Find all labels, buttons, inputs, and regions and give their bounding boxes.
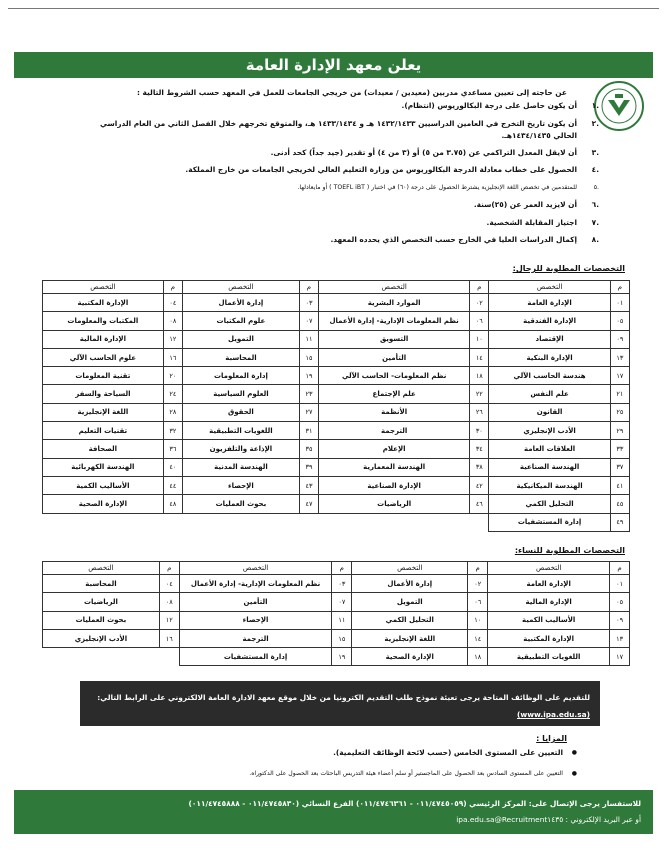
- row-number-cell: ٠٩: [610, 330, 629, 348]
- row-number-cell: ١٥: [332, 629, 352, 647]
- specialty-cell: التحليل الكمي: [489, 495, 610, 513]
- specialty-cell: الرياضيات: [319, 495, 470, 513]
- specialty-cell: الإدارة المالية: [488, 593, 610, 611]
- column-header: م: [163, 281, 182, 294]
- specialty-cell: الصحافة: [43, 440, 164, 458]
- specialty-cell: الهندسة المدنية: [183, 458, 300, 476]
- condition-text: للمتقدمين في تخصص اللغة الإنجليزية يشترط الحصول على درجة (٦٠) في اختبار ( TOEFL iBT ) أو مايعادلها.: [297, 183, 577, 191]
- specialty-cell: علم النفس: [489, 385, 610, 403]
- row-number-cell: ٢٧: [299, 403, 318, 421]
- specialty-cell: الإدارة المالية: [43, 330, 164, 348]
- specialty-cell: [319, 513, 470, 531]
- specialty-cell: الهندسة الميكانيكية: [489, 476, 610, 494]
- column-header: م: [159, 562, 179, 575]
- specialty-cell: تقنيات التعليم: [43, 422, 164, 440]
- column-header: م: [470, 281, 489, 294]
- specialty-cell: المحاسبة: [183, 348, 300, 366]
- specialty-cell: الرياضيات: [43, 593, 160, 611]
- column-header: التخصص: [489, 281, 610, 294]
- advantages-title: المزايا :: [536, 734, 567, 743]
- women-specialties-table: [42, 561, 630, 666]
- row-number-cell: ١٣: [610, 629, 630, 647]
- condition-number: .٧: [591, 217, 599, 227]
- specialty-cell: الإدارة الصحية: [352, 648, 468, 666]
- specialty-cell: نظم المعلومات الإدارية- إدارة الأعمال: [319, 312, 470, 330]
- row-number-cell: ٣٠: [470, 422, 489, 440]
- table-row: [43, 575, 630, 593]
- condition-text: أن يكون حاصل على درجة البكالوريوس (انتظام).: [401, 101, 577, 110]
- condition-number: .٥: [593, 183, 599, 191]
- row-number-cell: ١١: [332, 611, 352, 629]
- row-number-cell: ١٦: [159, 629, 179, 647]
- specialty-cell: إدارة الأعمال: [183, 294, 300, 312]
- specialty-cell: القانون: [489, 403, 610, 421]
- condition-number: .٣: [591, 147, 599, 157]
- specialty-cell: التأمين: [319, 348, 470, 366]
- top-rule: [8, 8, 659, 9]
- men-section-title: التخصصات المطلوبة للرجال:: [512, 264, 625, 273]
- condition-number: .٦: [591, 200, 599, 209]
- specialty-cell: بحوث العمليات: [43, 611, 160, 629]
- specialty-cell: هندسة الحاسب الآلي: [489, 367, 610, 385]
- specialty-cell: الإدارة الصناعية: [319, 476, 470, 494]
- table-row: [43, 348, 630, 366]
- specialty-cell: الموارد البشرية: [319, 294, 470, 312]
- specialty-cell: إدارة المستشفيات: [179, 648, 332, 666]
- table-header-row: [43, 562, 630, 575]
- specialty-cell: بحوث العمليات: [183, 495, 300, 513]
- specialty-cell: التمويل: [352, 593, 468, 611]
- specialty-cell: العلوم السياسية: [183, 385, 300, 403]
- row-number-cell: ٣٤: [470, 440, 489, 458]
- specialty-cell: الهندسة الصناعية: [489, 458, 610, 476]
- row-number-cell: ٠٧: [299, 312, 318, 330]
- specialty-cell: الإدارة المكتبية: [43, 294, 164, 312]
- row-number-cell: ٢٨: [163, 403, 182, 421]
- row-number-cell: ٠٨: [163, 312, 182, 330]
- column-header: م: [299, 281, 318, 294]
- condition-item: [79, 217, 599, 229]
- row-number-cell: ١١: [299, 330, 318, 348]
- condition-text: اجتياز المقابلة الشخصية.: [486, 217, 577, 227]
- row-number-cell: ٤٩: [610, 513, 629, 531]
- specialty-cell: السياحة والسفر: [43, 385, 164, 403]
- row-number-cell: ١٨: [468, 648, 488, 666]
- column-header: التخصص: [179, 562, 332, 575]
- row-number-cell: ٤٤: [163, 476, 182, 494]
- specialty-cell: التمويل: [183, 330, 300, 348]
- row-number-cell: ١٠: [470, 330, 489, 348]
- apply-link[interactable]: (www.ipa.edu.sa): [517, 710, 590, 719]
- specialty-cell: [43, 648, 160, 666]
- women-section-title: التخصصات المطلوبة للنساء:: [514, 546, 625, 555]
- row-number-cell: ٣٨: [470, 458, 489, 476]
- row-number-cell: [299, 513, 318, 531]
- table-row: [43, 458, 630, 476]
- specialty-cell: الأساليب الكمية: [43, 476, 164, 494]
- table-row: [43, 385, 630, 403]
- condition-item: [79, 234, 599, 246]
- specialty-cell: اللغة الإنجليزية: [43, 403, 164, 421]
- apply-text: للتقديم على الوظائف المتاحة يرجى تعبئة نموذج طلب التقديم الكترونيا من خلال موقع معهد الادارة العامة الالكتروني على الرابط التالي:: [97, 693, 590, 702]
- specialty-cell: الحقوق: [183, 403, 300, 421]
- row-number-cell: ١٤: [470, 348, 489, 366]
- condition-item: [79, 164, 599, 176]
- intro-text: عن حاجته إلى تعيين مساعدي مدربين (معيدين / معيدات) من خريجي الجامعات للعمل في المعهد حسب الشروط التالية :: [137, 88, 567, 97]
- row-number-cell: [470, 513, 489, 531]
- contact-phones: للاستفسار يرجى الإتصال على: المركز الرئيسي (٠١١/٤٧٤٥٠٥٩ - ٠١١/٤٧٤٦٣٦١) الفرع النسائي (٠١١/٤٧٤٥٨٣٠ - ٠١١/٤٧٤٥٨٨٨): [188, 799, 641, 808]
- men-specialties-table: [42, 280, 630, 532]
- table-row: [43, 629, 630, 647]
- row-number-cell: ٣٧: [610, 458, 629, 476]
- specialty-cell: إدارة المعلومات: [183, 367, 300, 385]
- row-number-cell: ٠٥: [610, 312, 629, 330]
- condition-number: .٨: [591, 235, 599, 244]
- specialty-cell: علم الإجتماع: [319, 385, 470, 403]
- specialty-cell: الإدارة المكتبية: [488, 629, 610, 647]
- table-row: [43, 495, 630, 513]
- row-number-cell: ٣٢: [163, 422, 182, 440]
- row-number-cell: ١٢: [159, 611, 179, 629]
- specialty-cell: نظم المعلومات- الحاسب الآلي: [319, 367, 470, 385]
- row-number-cell: ٠٣: [332, 575, 352, 593]
- row-number-cell: ٠٦: [470, 312, 489, 330]
- column-header: التخصص: [43, 281, 164, 294]
- condition-number: .٢: [591, 118, 599, 128]
- row-number-cell: ٠٢: [468, 575, 488, 593]
- table-row: [43, 330, 630, 348]
- row-number-cell: ١٨: [470, 367, 489, 385]
- row-number-cell: ٠٨: [159, 593, 179, 611]
- condition-item: [79, 118, 599, 142]
- column-header: التخصص: [488, 562, 610, 575]
- row-number-cell: ١٣: [610, 348, 629, 366]
- row-number-cell: ٠٢: [470, 294, 489, 312]
- row-number-cell: [163, 513, 182, 531]
- institute-logo-icon: [593, 80, 645, 132]
- specialty-cell: الهندسة المعمارية: [319, 458, 470, 476]
- column-header: م: [332, 562, 352, 575]
- row-number-cell: ٢٠: [163, 367, 182, 385]
- specialty-cell: الإحصاء: [179, 611, 332, 629]
- row-number-cell: ٠١: [610, 294, 629, 312]
- specialty-cell: [183, 513, 300, 531]
- row-number-cell: ٠٤: [159, 575, 179, 593]
- column-header: التخصص: [319, 281, 470, 294]
- specialty-cell: المكتبات والمعلومات: [43, 312, 164, 330]
- row-number-cell: ٠٩: [610, 611, 630, 629]
- table-row: [43, 440, 630, 458]
- row-number-cell: ٤٠: [163, 458, 182, 476]
- table-row: [43, 312, 630, 330]
- specialty-cell: التأمين: [179, 593, 332, 611]
- specialty-cell: الأساليب الكمية: [488, 611, 610, 629]
- specialty-cell: الإدارة العامة: [488, 575, 610, 593]
- table-row: [43, 476, 630, 494]
- specialty-cell: الإدارة العامة: [489, 294, 610, 312]
- table-row: [43, 403, 630, 421]
- row-number-cell: ٢٢: [470, 385, 489, 403]
- table-row: [43, 513, 630, 531]
- table-header-row: [43, 281, 630, 294]
- row-number-cell: ٠٣: [299, 294, 318, 312]
- specialty-cell: إدارة المستشفيات: [489, 513, 610, 531]
- row-number-cell: ٢٩: [610, 422, 629, 440]
- column-header: م: [610, 562, 630, 575]
- row-number-cell: ٠٤: [163, 294, 182, 312]
- specialty-cell: علوم الحاسب الآلي: [43, 348, 164, 366]
- specialty-cell: الأدب الإنجليزي: [43, 629, 160, 647]
- column-header: م: [468, 562, 488, 575]
- row-number-cell: ١٩: [332, 648, 352, 666]
- specialty-cell: الأدب الإنجليزي: [489, 422, 610, 440]
- condition-text: إكمال الدراسات العليا في الخارج حسب التخصص الذي يحدده المعهد.: [330, 235, 577, 244]
- condition-item: [79, 100, 599, 112]
- advantage-item: ● التعيين على المستوى السادس بعد الحصول على الماجستير أو سلم أعضاء هيئة التدريس الباحثات بعد الحصول على الدكتوراه.: [57, 768, 577, 780]
- contact-email: أو عبر البريد الإلكتروني : Recruitment١٤٣٥@ipa.edu.sa: [456, 815, 641, 824]
- row-number-cell: ٤٥: [610, 495, 629, 513]
- advantages-list: [57, 747, 577, 789]
- row-number-cell: ٠٦: [468, 593, 488, 611]
- row-number-cell: ٢٤: [163, 385, 182, 403]
- row-number-cell: ٢٦: [470, 403, 489, 421]
- specialty-cell: الإدارة الصحية: [43, 495, 164, 513]
- row-number-cell: ٠١: [610, 575, 630, 593]
- column-header: م: [610, 281, 629, 294]
- specialty-cell: العلاقات العامة: [489, 440, 610, 458]
- row-number-cell: ١٥: [299, 348, 318, 366]
- table-row: [43, 294, 630, 312]
- row-number-cell: ٣٣: [610, 440, 629, 458]
- condition-item: [79, 199, 599, 211]
- specialty-cell: الإقتصاد: [489, 330, 610, 348]
- specialty-cell: تقنية المعلومات: [43, 367, 164, 385]
- condition-item: [79, 182, 599, 194]
- specialty-cell: الهندسة الكهربائية: [43, 458, 164, 476]
- column-header: التخصص: [352, 562, 468, 575]
- specialty-cell: الإحصاء: [183, 476, 300, 494]
- condition-text: أن لايزيد العمر عن (٢٥)سنة.: [473, 200, 577, 209]
- row-number-cell: [159, 648, 179, 666]
- row-number-cell: ٠٥: [610, 593, 630, 611]
- condition-text: أن يكون تاريخ التخرج في العامين الدراسيين ١٤٣٢/١٤٣٣ هـ و ١٤٣٣/١٤٣٤ هـ، والمتوقع تخرجهم خلال الفصل الثاني من العام الدراسي الحالي ١٤٣٤/١٤٣٥هـ.: [100, 118, 577, 140]
- row-number-cell: ٣٩: [299, 458, 318, 476]
- row-number-cell: ١٠: [468, 611, 488, 629]
- specialty-cell: المحاسبة: [43, 575, 160, 593]
- row-number-cell: ١٧: [610, 648, 630, 666]
- row-number-cell: ٤٦: [470, 495, 489, 513]
- specialty-cell: الإدارة البنكية: [489, 348, 610, 366]
- row-number-cell: ٢١: [610, 385, 629, 403]
- specialty-cell: [43, 513, 164, 531]
- contact-footer: [14, 790, 653, 834]
- page-title: يعلن معهد الإدارة العامة: [14, 52, 653, 78]
- row-number-cell: ٤١: [610, 476, 629, 494]
- specialty-cell: علوم المكتبات: [183, 312, 300, 330]
- row-number-cell: ٤٨: [163, 495, 182, 513]
- row-number-cell: ١٩: [299, 367, 318, 385]
- specialty-cell: الإدارة الفندقية: [489, 312, 610, 330]
- specialty-cell: اللغويات التطبيقية: [183, 422, 300, 440]
- specialty-cell: نظم المعلومات الإدارية- إدارة الأعمال: [179, 575, 332, 593]
- conditions-list: [79, 100, 599, 252]
- specialty-cell: اللغة الإنجليزية: [352, 629, 468, 647]
- column-header: التخصص: [43, 562, 160, 575]
- table-row: [43, 367, 630, 385]
- row-number-cell: ٤٣: [299, 476, 318, 494]
- row-number-cell: ٣٦: [163, 440, 182, 458]
- condition-item: [79, 147, 599, 159]
- specialty-cell: التسويق: [319, 330, 470, 348]
- condition-number: .١: [591, 101, 599, 110]
- row-number-cell: ٤٧: [299, 495, 318, 513]
- condition-text: الحصول على خطاب معادلة الدرجة البكالوريوس من وزارة التعليم العالي لخريجي الجامعات من خارج المملكة.: [185, 165, 577, 174]
- specialty-cell: اللغويات التطبيقية: [488, 648, 610, 666]
- row-number-cell: ٤٢: [470, 476, 489, 494]
- row-number-cell: ١٢: [163, 330, 182, 348]
- row-number-cell: ٣٥: [299, 440, 318, 458]
- table-row: [43, 611, 630, 629]
- specialty-cell: التحليل الكمي: [352, 611, 468, 629]
- table-row: [43, 593, 630, 611]
- table-row: [43, 422, 630, 440]
- row-number-cell: ١٧: [610, 367, 629, 385]
- column-header: التخصص: [183, 281, 300, 294]
- row-number-cell: ٠٧: [332, 593, 352, 611]
- row-number-cell: ١٤: [468, 629, 488, 647]
- table-row: [43, 648, 630, 666]
- specialty-cell: إدارة الأعمال: [352, 575, 468, 593]
- row-number-cell: ٣١: [299, 422, 318, 440]
- apply-box: [80, 681, 600, 726]
- specialty-cell: الترجمة: [319, 422, 470, 440]
- specialty-cell: الإذاعة والتلفزيون: [183, 440, 300, 458]
- condition-number: .٤: [591, 165, 599, 174]
- condition-text: أن لايقل المعدل التراكمي عن (٣.٧٥ من ٥) أو (٣ من ٤) أو تقدير (جيد جداً) كحد أدنى.: [270, 147, 577, 157]
- specialty-cell: الترجمة: [179, 629, 332, 647]
- row-number-cell: ٢٥: [610, 403, 629, 421]
- advantage-item: ● التعيين على المستوى الخامس (حسب لائحة الوظائف التعليمية).: [57, 747, 577, 759]
- specialty-cell: الأنظمة: [319, 403, 470, 421]
- specialty-cell: الإعلام: [319, 440, 470, 458]
- row-number-cell: ٢٣: [299, 385, 318, 403]
- row-number-cell: ١٦: [163, 348, 182, 366]
